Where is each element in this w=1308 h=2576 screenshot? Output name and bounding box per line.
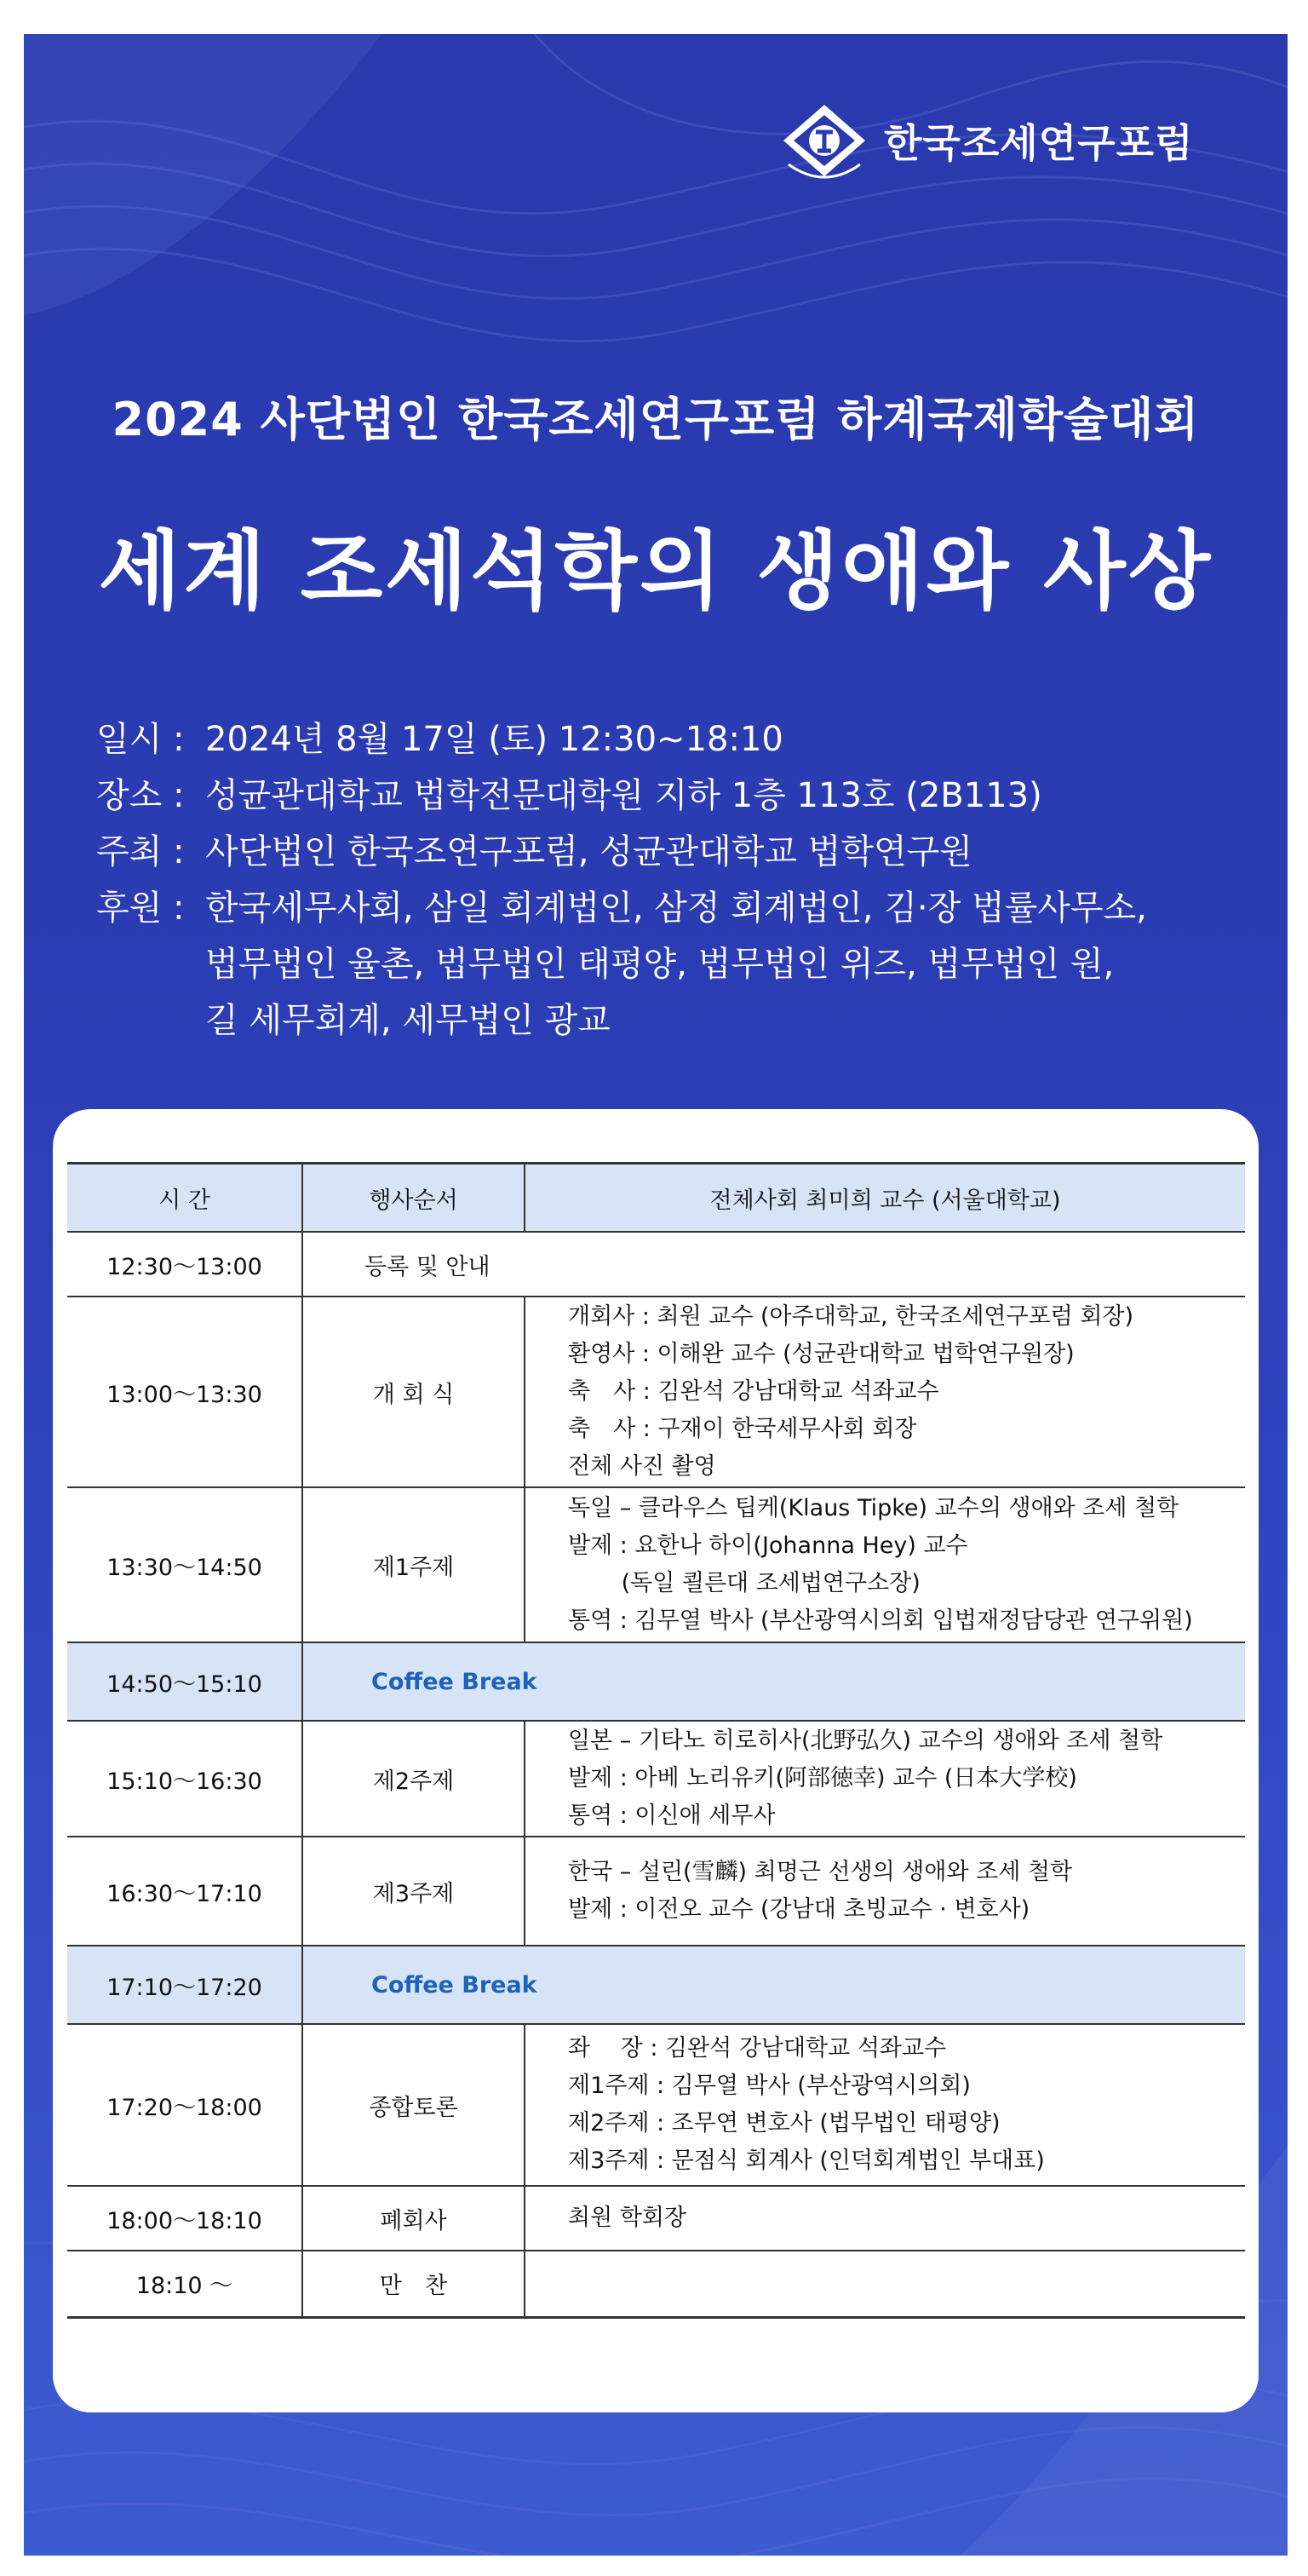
info-value-line: 성균관대학교 법학전문대학원 지하 1층 113호 (2B113)	[205, 776, 1042, 815]
schedule-detail-line: 좌 장 : 김완석 강남대학교 석좌교수	[568, 2035, 947, 2061]
schedule-program: 제3주제	[302, 1837, 525, 1946]
info-value-line: 2024년 8월 17일 (토) 12:30~18:10	[205, 720, 783, 759]
info-label: 주최 :	[96, 832, 185, 871]
schedule-detail-line: 한국 – 설린(雪麟) 최명근 선생의 생애와 조세 철학	[568, 1859, 1073, 1885]
schedule-time: 18:00～18:10	[67, 2186, 302, 2251]
schedule-row	[67, 2024, 1245, 2186]
schedule-program: 등록 및 안내	[302, 1232, 1245, 1297]
schedule-header-row	[67, 1164, 1245, 1233]
info-row	[96, 880, 1237, 1049]
schedule-detail-line: 전체 사진 촬영	[568, 1453, 716, 1480]
schedule-card	[53, 1109, 1259, 2412]
schedule-detail-line: 발제 : 아베 노리유키(阿部徳幸) 교수 (日本大学校)	[568, 1765, 1077, 1791]
info-row	[96, 768, 1237, 824]
schedule-program: 종합토론	[302, 2024, 525, 2186]
schedule-detail-line: 제1주제 : 김무열 박사 (부산광역시의회)	[568, 2073, 971, 2099]
schedule-details	[525, 2186, 1245, 2251]
schedule-time: 17:10～17:20	[67, 1946, 302, 2024]
schedule-detail-line: 발제 : 이전오 교수 (강남대 초빙교수 · 변호사)	[568, 1896, 1030, 1923]
schedule-row	[67, 2186, 1245, 2251]
schedule-row	[67, 1837, 1245, 1946]
schedule-time: 16:30～17:10	[67, 1837, 302, 1946]
schedule-break-row	[67, 1946, 1245, 2024]
schedule-detail-line: 개회사 : 최원 교수 (아주대학교, 한국조세연구포럼 회장)	[568, 1303, 1134, 1330]
schedule-detail-line: 환영사 : 이해완 교수 (성균관대학교 법학연구원장)	[568, 1341, 1075, 1367]
schedule-time: 18:10 ～	[67, 2251, 302, 2317]
info-value-line: 길 세무회계, 세무법인 광교	[205, 1001, 611, 1040]
schedule-details	[525, 1487, 1245, 1642]
info-value	[205, 880, 1237, 1049]
schedule-row	[67, 1297, 1245, 1487]
schedule-program: 제2주제	[302, 1721, 525, 1837]
schedule-detail-line: 제2주제 : 조무연 변호사 (법무법인 태평양)	[568, 2110, 1001, 2136]
info-value	[205, 824, 1237, 880]
info-value-line: 법무법인 율촌, 법무법인 태평양, 법무법인 위즈, 법무법인 원,	[205, 945, 1115, 984]
schedule-detail-line: 통역 : 이신애 세무사	[568, 1803, 776, 1829]
schedule-time: 13:30～14:50	[67, 1487, 302, 1642]
schedule-program: 개 회 식	[302, 1297, 525, 1487]
schedule-table	[67, 1162, 1245, 2319]
header-details: 전체사회 최미희 교수 (서울대학교)	[525, 1164, 1245, 1233]
event-title: 세계 조세석학의 생애와 사상	[98, 521, 1213, 621]
schedule-program: 만 찬	[302, 2251, 525, 2317]
schedule-detail-line: 축 사 : 구재이 한국세무사회 회장	[568, 1416, 917, 1442]
header-program: 행사순서	[302, 1164, 525, 1233]
schedule-detail-line: 제3주제 : 문점식 회계사 (인덕회계법인 부대표)	[568, 2148, 1045, 2174]
forum-logo	[773, 94, 1216, 187]
schedule-time: 14:50～15:10	[67, 1642, 302, 1721]
schedule-time: 15:10～16:30	[67, 1721, 302, 1837]
event-subtitle: 2024 사단법인 한국조세연구포럼 하계국제학술대회	[112, 393, 1200, 446]
schedule-detail-line: 일본 – 기타노 히로히사(北野弘久) 교수의 생애와 조세 철학	[568, 1728, 1163, 1754]
schedule-detail-line: (독일 쾰른대 조세법연구소장)	[568, 1570, 921, 1596]
info-value	[205, 768, 1237, 824]
info-value	[205, 711, 1237, 768]
schedule-detail-line: 발제 : 요한나 하이(Johanna Hey) 교수	[568, 1532, 968, 1559]
info-label: 장소 :	[96, 776, 185, 815]
schedule-detail-line: 축 사 : 김완석 강남대학교 석좌교수	[568, 1378, 939, 1405]
schedule-details	[525, 1721, 1245, 1837]
info-label: 일시 :	[96, 720, 185, 759]
schedule-detail-line: 통역 : 김무열 박사 (부산광역시의회 입법재정담당관 연구위원)	[568, 1607, 1193, 1634]
schedule-details	[525, 1297, 1245, 1487]
schedule-program: 제1주제	[302, 1487, 525, 1642]
info-label: 후원 :	[96, 888, 185, 928]
forum-emblem-icon	[773, 98, 875, 183]
schedule-details	[525, 2251, 1245, 2317]
coffee-break-label: Coffee Break	[302, 1946, 1245, 2024]
schedule-program: 폐회사	[302, 2186, 525, 2251]
schedule-row	[67, 2251, 1245, 2317]
schedule-row	[67, 1721, 1245, 1837]
info-row	[96, 824, 1237, 880]
header-time: 시 간	[67, 1164, 302, 1233]
info-row	[96, 711, 1237, 768]
schedule-detail-line: 독일 – 클라우스 팁케(Klaus Tipke) 교수의 생애와 조세 철학	[568, 1495, 1179, 1521]
event-info	[96, 711, 1237, 1049]
logo-text: 한국조세연구포럼	[884, 120, 1194, 166]
schedule-detail-line: 최원 학회장	[568, 2205, 686, 2231]
schedule-time: 17:20～18:00	[67, 2024, 302, 2186]
schedule-details	[525, 1837, 1245, 1946]
schedule-row	[67, 1232, 1245, 1297]
info-value-line: 사단법인 한국조연구포럼, 성균관대학교 법학연구원	[205, 832, 972, 871]
schedule-time: 12:30～13:00	[67, 1232, 302, 1297]
schedule-time: 13:00～13:30	[67, 1297, 302, 1487]
schedule-details	[525, 2024, 1245, 2186]
schedule-break-row	[67, 1642, 1245, 1721]
schedule-row	[67, 1487, 1245, 1642]
info-value-line: 한국세무사회, 삼일 회계법인, 삼정 회계법인, 김·장 법률사무소,	[205, 888, 1147, 928]
coffee-break-label: Coffee Break	[302, 1642, 1245, 1721]
poster	[24, 34, 1288, 2556]
